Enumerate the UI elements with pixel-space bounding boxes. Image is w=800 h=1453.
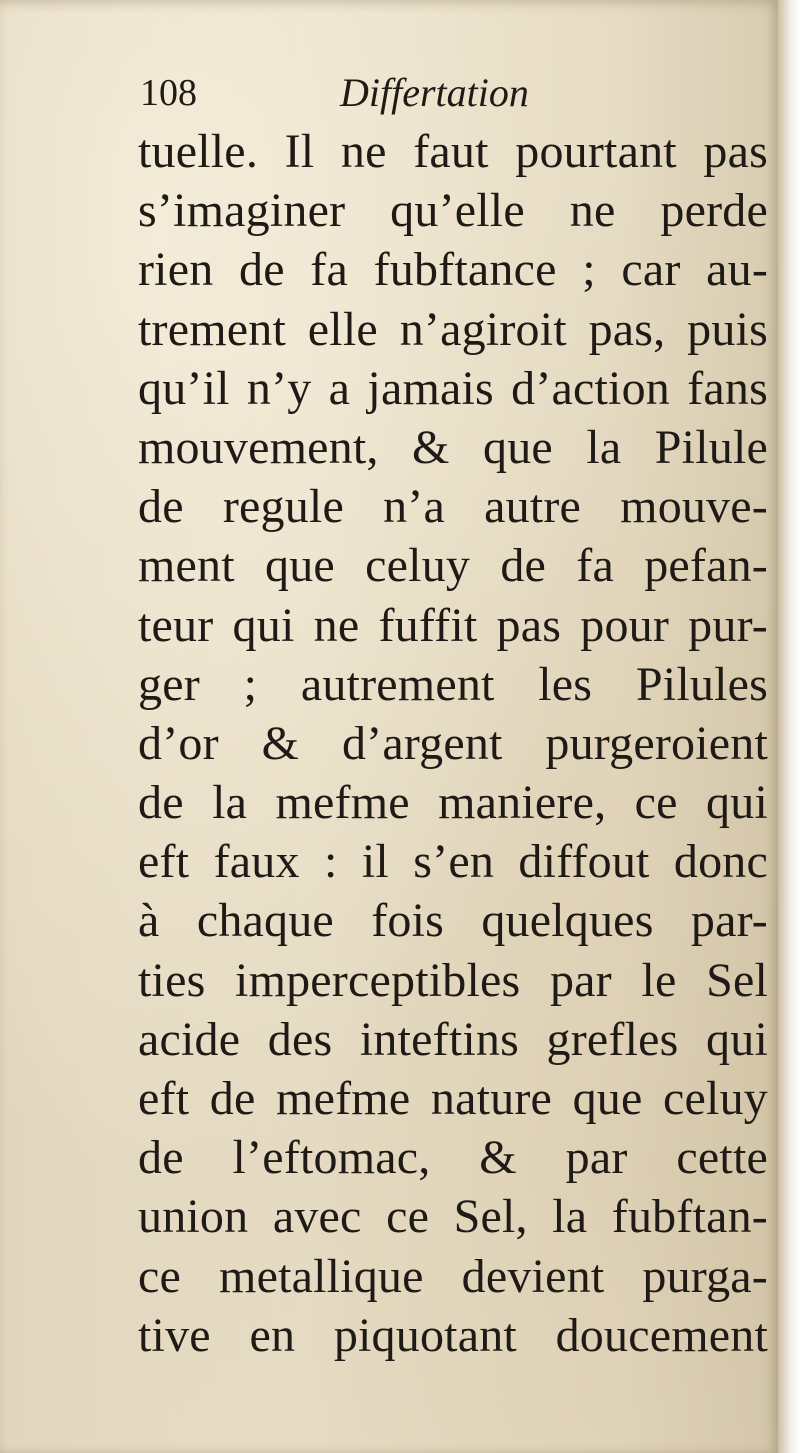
text-line: ce metallique devient purga- xyxy=(138,1249,768,1303)
text-line: union avec ce Sel, la fubftan- xyxy=(138,1190,768,1244)
text-line: eft de mefme nature que celuy xyxy=(138,1072,768,1125)
text-line: rien de fa fubftance ; car au- xyxy=(138,243,768,297)
body-text xyxy=(138,122,768,1365)
page-edge xyxy=(778,0,800,1453)
text-line: mouvement, & que la Pilule xyxy=(138,420,768,474)
text-line: à chaque fois quelques par- xyxy=(138,894,768,948)
text-line: acide des inteftins grefles qui xyxy=(138,1012,768,1066)
text-line: tuelle. Il ne faut pourtant pas xyxy=(138,125,768,178)
text-line: de l’eftomac, & par cette xyxy=(138,1131,768,1185)
page-number: 108 xyxy=(140,72,197,114)
text-line: de regule n’a autre mouve- xyxy=(138,480,768,534)
text-line: tive en piquotant doucement xyxy=(138,1308,768,1362)
text-line: de la mefme maniere, ce qui xyxy=(138,776,768,830)
text-line: ment que celuy de fa pefan- xyxy=(138,539,768,593)
text-line: eft faux : il s’en diffout donc xyxy=(138,835,768,889)
text-line: ger ; autrement les Pilules xyxy=(138,657,768,711)
text-line: ties imperceptibles par le Sel xyxy=(138,953,768,1007)
text-line: qu’il n’y a jamais d’action fans xyxy=(138,361,768,415)
text-line: teur qui ne fuffit pas pour pur- xyxy=(138,598,768,652)
running-title: Differtation xyxy=(340,70,529,115)
text-line: s’imaginer qu’elle ne perde xyxy=(138,184,768,238)
running-head xyxy=(140,68,770,118)
text-line: trement elle n’agiroit pas, puis xyxy=(138,302,768,356)
text-line: d’or & d’argent purgeroient xyxy=(138,716,768,770)
